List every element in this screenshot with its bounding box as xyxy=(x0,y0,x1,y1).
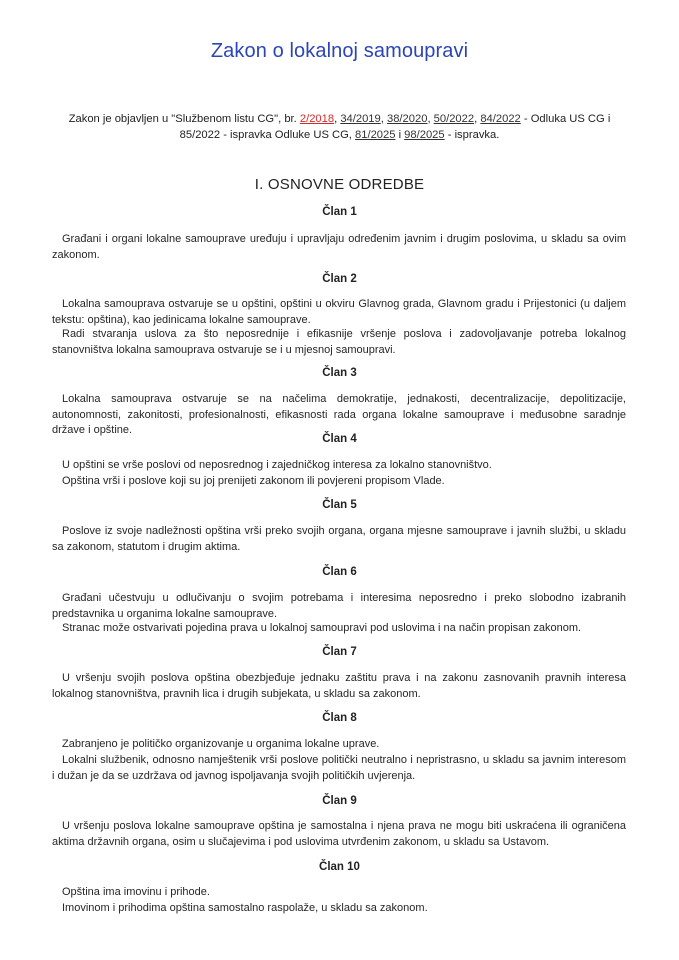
article-1-paragraph-1: Građani i organi lokalne samouprave uređuju i upravljaju određenim javnim i drugim poslovima, u skladu sa ovim zakonom. xyxy=(52,233,626,261)
article-5-paragraph-1: Poslove iz svoje nadležnosti opština vrši preko svojih organa, organa mjesne samouprave i javnih službi, u skladu sa zakonom, statutom i drugim aktima. xyxy=(52,525,626,553)
gazette-link-50-2022[interactable]: 50/2022 xyxy=(433,113,475,125)
article-title-8: Član 8 xyxy=(322,712,357,724)
article-title-6: Član 6 xyxy=(322,566,357,578)
publication-note: Zakon je objavljen u "Službenom listu CG", br. 2/2018, 34/2019, 38/2020, 50/2022, 84/2022 - Odluka US CG i 85/2022 - ispravka Odluke US CG, 81/2025 i 98/2025 - ispravka. xyxy=(68,113,611,141)
article-4-paragraph-2: Opština vrši i poslove koji su joj prenijeti zakonom ili povjereni propisom Vlade. xyxy=(62,475,445,487)
publication-suffix: - ispravka. xyxy=(444,128,500,141)
article-6-paragraph-2: Stranac može ostvarivati pojedina prava u lokalnoj samoupravi pod uslovima i na način propisan zakonom. xyxy=(62,622,582,634)
gazette-link-84-2022[interactable]: 84/2022 xyxy=(480,113,521,125)
article-title-10: Član 10 xyxy=(319,861,360,873)
article-3-paragraph-1: Lokalna samouprava ostvaruje se na načelima demokratije, jednakosti, decentralizacije, depolitizacije, autonomnosti, zakonitosti, profesionalnosti, efikasnosti rada organa lokalne samouprave i međusobne saradnje države i opštine. xyxy=(52,393,626,436)
article-9-paragraph-1: U vršenju poslova lokalne samouprave opština je samostalna i njena prava ne mogu biti uskraćena ili ograničena aktima državnih organa, osim u slučajevima i pod uslovima utvrđenim zakonom, u skladu sa Ustavom. xyxy=(52,820,626,848)
article-2-paragraph-2: Radi stvaranja uslova za što neposrednije i efikasnije vršenje poslova i zadovoljavanje potreba lokalnog stanovništva lokalna samouprava ostvaruje se i u mjesnoj samoupravi. xyxy=(52,328,626,356)
gazette-link-38-2020[interactable]: 38/2020 xyxy=(386,113,428,125)
article-title-1: Član 1 xyxy=(322,206,357,218)
gazette-link-2-2018[interactable]: 2/2018 xyxy=(299,113,335,125)
article-2-paragraph-1: Lokalna samouprava ostvaruje se u opštini, opštini u okviru Glavnog grada, Glavnom gradu i Prijestonici (u daljem tekstu: opština), kao jedinicama lokalne samouprave. xyxy=(52,298,626,326)
article-title-5: Član 5 xyxy=(322,499,357,511)
article-title-9: Član 9 xyxy=(322,795,357,807)
article-10-paragraph-2: Imovinom i prihodima opština samostalno raspolaže, u skladu sa zakonom. xyxy=(62,902,428,914)
gazette-link-98-2025[interactable]: 98/2025 xyxy=(404,128,445,141)
article-4-paragraph-1: U opštini se vrše poslovi od neposrednog i zajedničkog interesa za lokalno stanovništvo. xyxy=(62,459,492,471)
article-title-3: Član 3 xyxy=(322,367,357,379)
article-6-paragraph-1: Građani učestvuju u odlučivanju o svojim potrebama i interesima neposredno i preko slobodno izabranih predstavnika u organima lokalne samouprave. xyxy=(52,592,626,620)
article-title-7: Član 7 xyxy=(322,646,357,658)
article-10-paragraph-1: Opština ima imovinu i prihode. xyxy=(62,886,210,898)
article-title-4: Član 4 xyxy=(322,433,357,445)
article-title-2: Član 2 xyxy=(322,273,357,285)
publication-mid: - Odluka US CG i 85/2022 - ispravka Odluke US CG, xyxy=(179,113,611,141)
gazette-link-34-2019[interactable]: 34/2019 xyxy=(340,113,381,125)
article-8-paragraph-2: Lokalni službenik, odnosno namještenik vrši poslove politički neutralno i nepristrasno, u skladu sa javnim interesom i dužan je da se uzdržava od javnog ispoljavanja svojih političkih uvjerenja. xyxy=(52,754,626,782)
gazette-link-81-2025[interactable]: 81/2025 xyxy=(355,128,396,141)
publication-conj: i xyxy=(395,128,405,141)
article-8-paragraph-1: Zabranjeno je političko organizovanje u organima lokalne uprave. xyxy=(62,738,380,750)
article-7-paragraph-1: U vršenju svojih poslova opština obezbjeđuje jednaku zaštitu prava i na zakonu zasnovanih pravnih interesa lokalnog stanovništva, pravnih lica i drugih subjekata, u skladu sa zakonom. xyxy=(52,672,626,700)
section-heading: I. OSNOVNE ODREDBE xyxy=(254,176,425,193)
document-title: Zakon o lokalnoj samoupravi xyxy=(210,40,469,62)
publication-prefix: Zakon je objavljen u "Službenom listu CG", br. xyxy=(68,113,300,125)
